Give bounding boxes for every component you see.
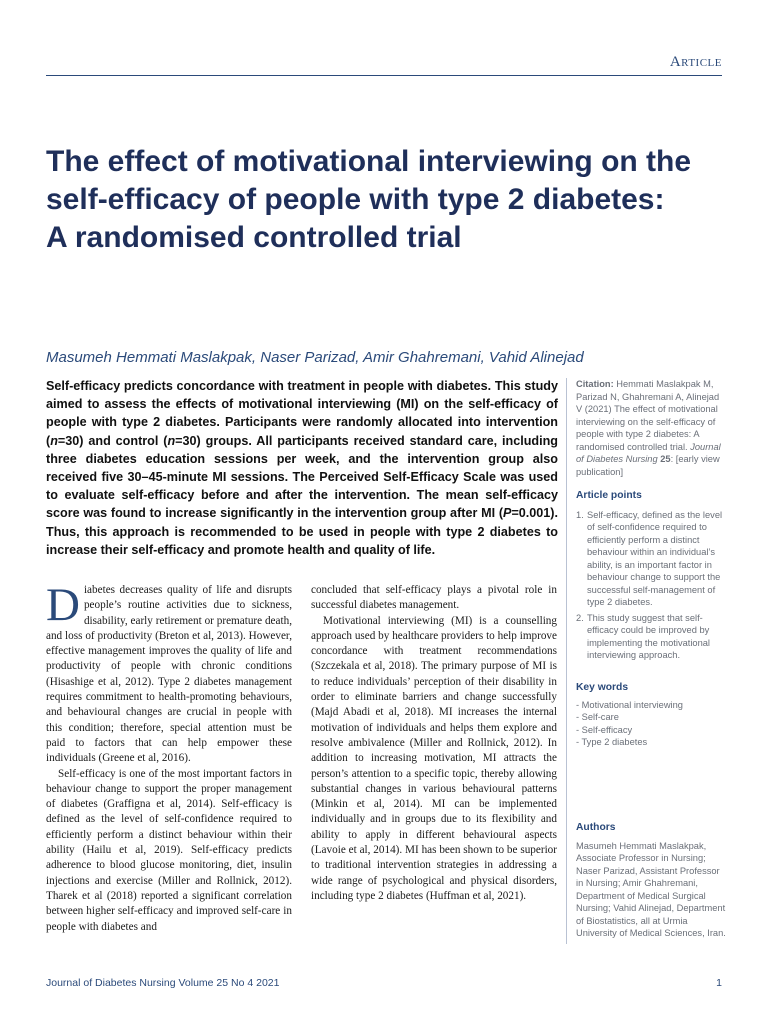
- body-column-1: [46, 579, 292, 935]
- body-paragraph: Self-efficacy is one of the most important factors in behaviour change to support the proper management of diabetes (Graffigna et al, 2014). Self-efficacy is defined as the level of self-confidence required to efficiently perform a distinct behaviour within their ability (Hailu et al, 2019). Self-efficacy predicts adherence to blood glucose monitoring, diet, insulin injections and exercise (Miller and Rollnick, 2012). Tharek et al (2018) reported a significant correlation between higher self-efficacy and improved self-care in people with diabetes and: [46, 767, 292, 933]
- title-line-3: A randomised controlled trial: [46, 221, 462, 254]
- header-divider: [46, 75, 722, 76]
- abstract-part-3: =30) groups. All participants received standard care, including three diabetes education sessions per week, and the intervention group also received five 30–45-minute MI sessions. The Perceived Self-Efficacy Scale was used to evaluate self-efficacy before and after the intervention. The mean self-efficacy score was found to increase significantly in the intervention group after MI (: [46, 433, 558, 521]
- body-paragraph: Motivational interviewing (MI) is a counselling approach used by healthcare providers to help improve concordance with treatment recommendations (Szczekala et al, 2018). The primary purpose of MI is to reduce individuals’ perception of their disability in order to eliminate barriers and change successfully (Majd Abadi et al, 2018). MI increases the internal motivation of individuals and helps them explore and resolve ambivalence (Miller and Rollnick, 2012). In addition to increasing motivation, MI attracts the person’s attention to a specific topic, thereby allowing substantial changes in various behavioural patterns (Minkin et al, 2014). MI can be implemented individually and in groups due to its flexibility and ability to apply in different behavioural aspects (Lavoie et al, 2014). MI has been shown to be superior to traditional intervention strategies in addressing a wide range of psychological and physical disorders, including type 2 diabetes (Huffman et al, 2021).: [311, 614, 557, 902]
- journal-footer: Journal of Diabetes Nursing Volume 25 No 4 2021: [46, 977, 280, 989]
- drop-cap: D: [46, 579, 80, 631]
- abstract-part-2: =30) and control (: [57, 433, 168, 448]
- key-words-heading: Key words: [576, 682, 629, 693]
- abstract-p-symbol: P: [503, 506, 512, 521]
- section-label: Article: [669, 54, 722, 70]
- authors-heading: Authors: [576, 822, 616, 833]
- citation-tail: : [early view publication]: [576, 454, 720, 477]
- abstract-n-symbol: n: [50, 433, 58, 448]
- body-paragraph: concluded that self-efficacy plays a pivotal role in successful diabetes management.: [311, 584, 557, 612]
- paragraph-text: iabetes decreases quality of life and disrupts people’s routine activities due to sickness, disability, early retirement or premature death, and loss of productivity (Breton et al, 2013). However, effective management improves the quality of life and productivity of people with chronic conditions (Hisashige et al, 2012). Type 2 diabetes management requires commitment to health-promoting behaviours, and behavioural changes are crucial in people with this condition; therefore, special attention must be paid to factors that can help empower these individuals (Greene et al, 2016).: [46, 584, 292, 765]
- keyword-item: - Self-care: [576, 712, 619, 722]
- citation-journal: Journal of Diabetes Nursing: [576, 441, 721, 464]
- citation-text: Hemmati Maslakpak M, Parizad N, Ghahremani A, Alinejad V (2021) The effect of motivational interviewing on the self-efficacy of people with type 2 diabetes: A randomised controlled trial.: [576, 379, 720, 452]
- point-number: 2.: [576, 612, 584, 623]
- citation-block: [576, 378, 726, 478]
- article-point: [576, 612, 726, 662]
- abstract-part-4: =0.001). Thus, this approach is recommended to be used in people with type 2 diabetes to increase their self-efficacy and promote health and quality of life.: [46, 506, 558, 557]
- sidebar-divider: [566, 378, 567, 944]
- citation-volume: 25: [660, 454, 671, 464]
- article-title: [46, 143, 726, 257]
- point-text: This study suggest that self-efficacy could be improved by implementing the motivational interviewing approach.: [587, 612, 710, 660]
- title-line-1: The effect of motivational interviewing on the: [46, 145, 692, 178]
- page-number: 1: [716, 977, 722, 989]
- article-points-heading: Article points: [576, 490, 642, 501]
- abstract: [46, 377, 558, 559]
- point-text: Self-efficacy, defined as the level of self-confidence required to efficiently perform a distinct behaviour within an individual’s ability, is an important factor in behaviour change to support the successful self-management of type 2 diabetes.: [587, 509, 723, 607]
- article-points: [576, 490, 726, 665]
- point-number: 1.: [576, 509, 584, 520]
- key-words-list: [576, 699, 726, 749]
- author-list: Masumeh Hemmati Maslakpak, Naser Parizad, Amir Ghahremani, Vahid Alinejad: [46, 349, 584, 366]
- body-paragraph: [46, 579, 292, 767]
- author-affiliations: [576, 822, 726, 940]
- article-point: [576, 509, 726, 609]
- abstract-n-symbol: n: [167, 433, 176, 448]
- citation-label: Citation:: [576, 379, 614, 389]
- title-line-2: self-efficacy of people with type 2 diabetes:: [46, 183, 665, 216]
- keyword-item: - Motivational interviewing: [576, 699, 683, 710]
- keyword-item: - Self-efficacy: [576, 724, 633, 735]
- key-words: [576, 682, 726, 749]
- keyword-item: - Type 2 diabetes: [576, 737, 648, 747]
- abstract-part-1: Self-efficacy predicts concordance with treatment in people with diabetes. This study aimed to assess the effects of motivational interviewing (MI) on the self-efficacy of people with type 2 diabetes. Participants were randomly allocated into intervention (: [46, 379, 558, 448]
- article-points-list: [576, 509, 726, 662]
- authors-text: Masumeh Hemmati Maslakpak, Associate Professor in Nursing; Naser Parizad, Assistant Professor in Nursing; Amir Ghahremani, Department of Medical Surgical Nursing; Vahid Alinejad, Department of Biostatistics, all at Urmia University of Medical Sciences, Iran.: [576, 840, 726, 938]
- body-column-2: [311, 583, 557, 904]
